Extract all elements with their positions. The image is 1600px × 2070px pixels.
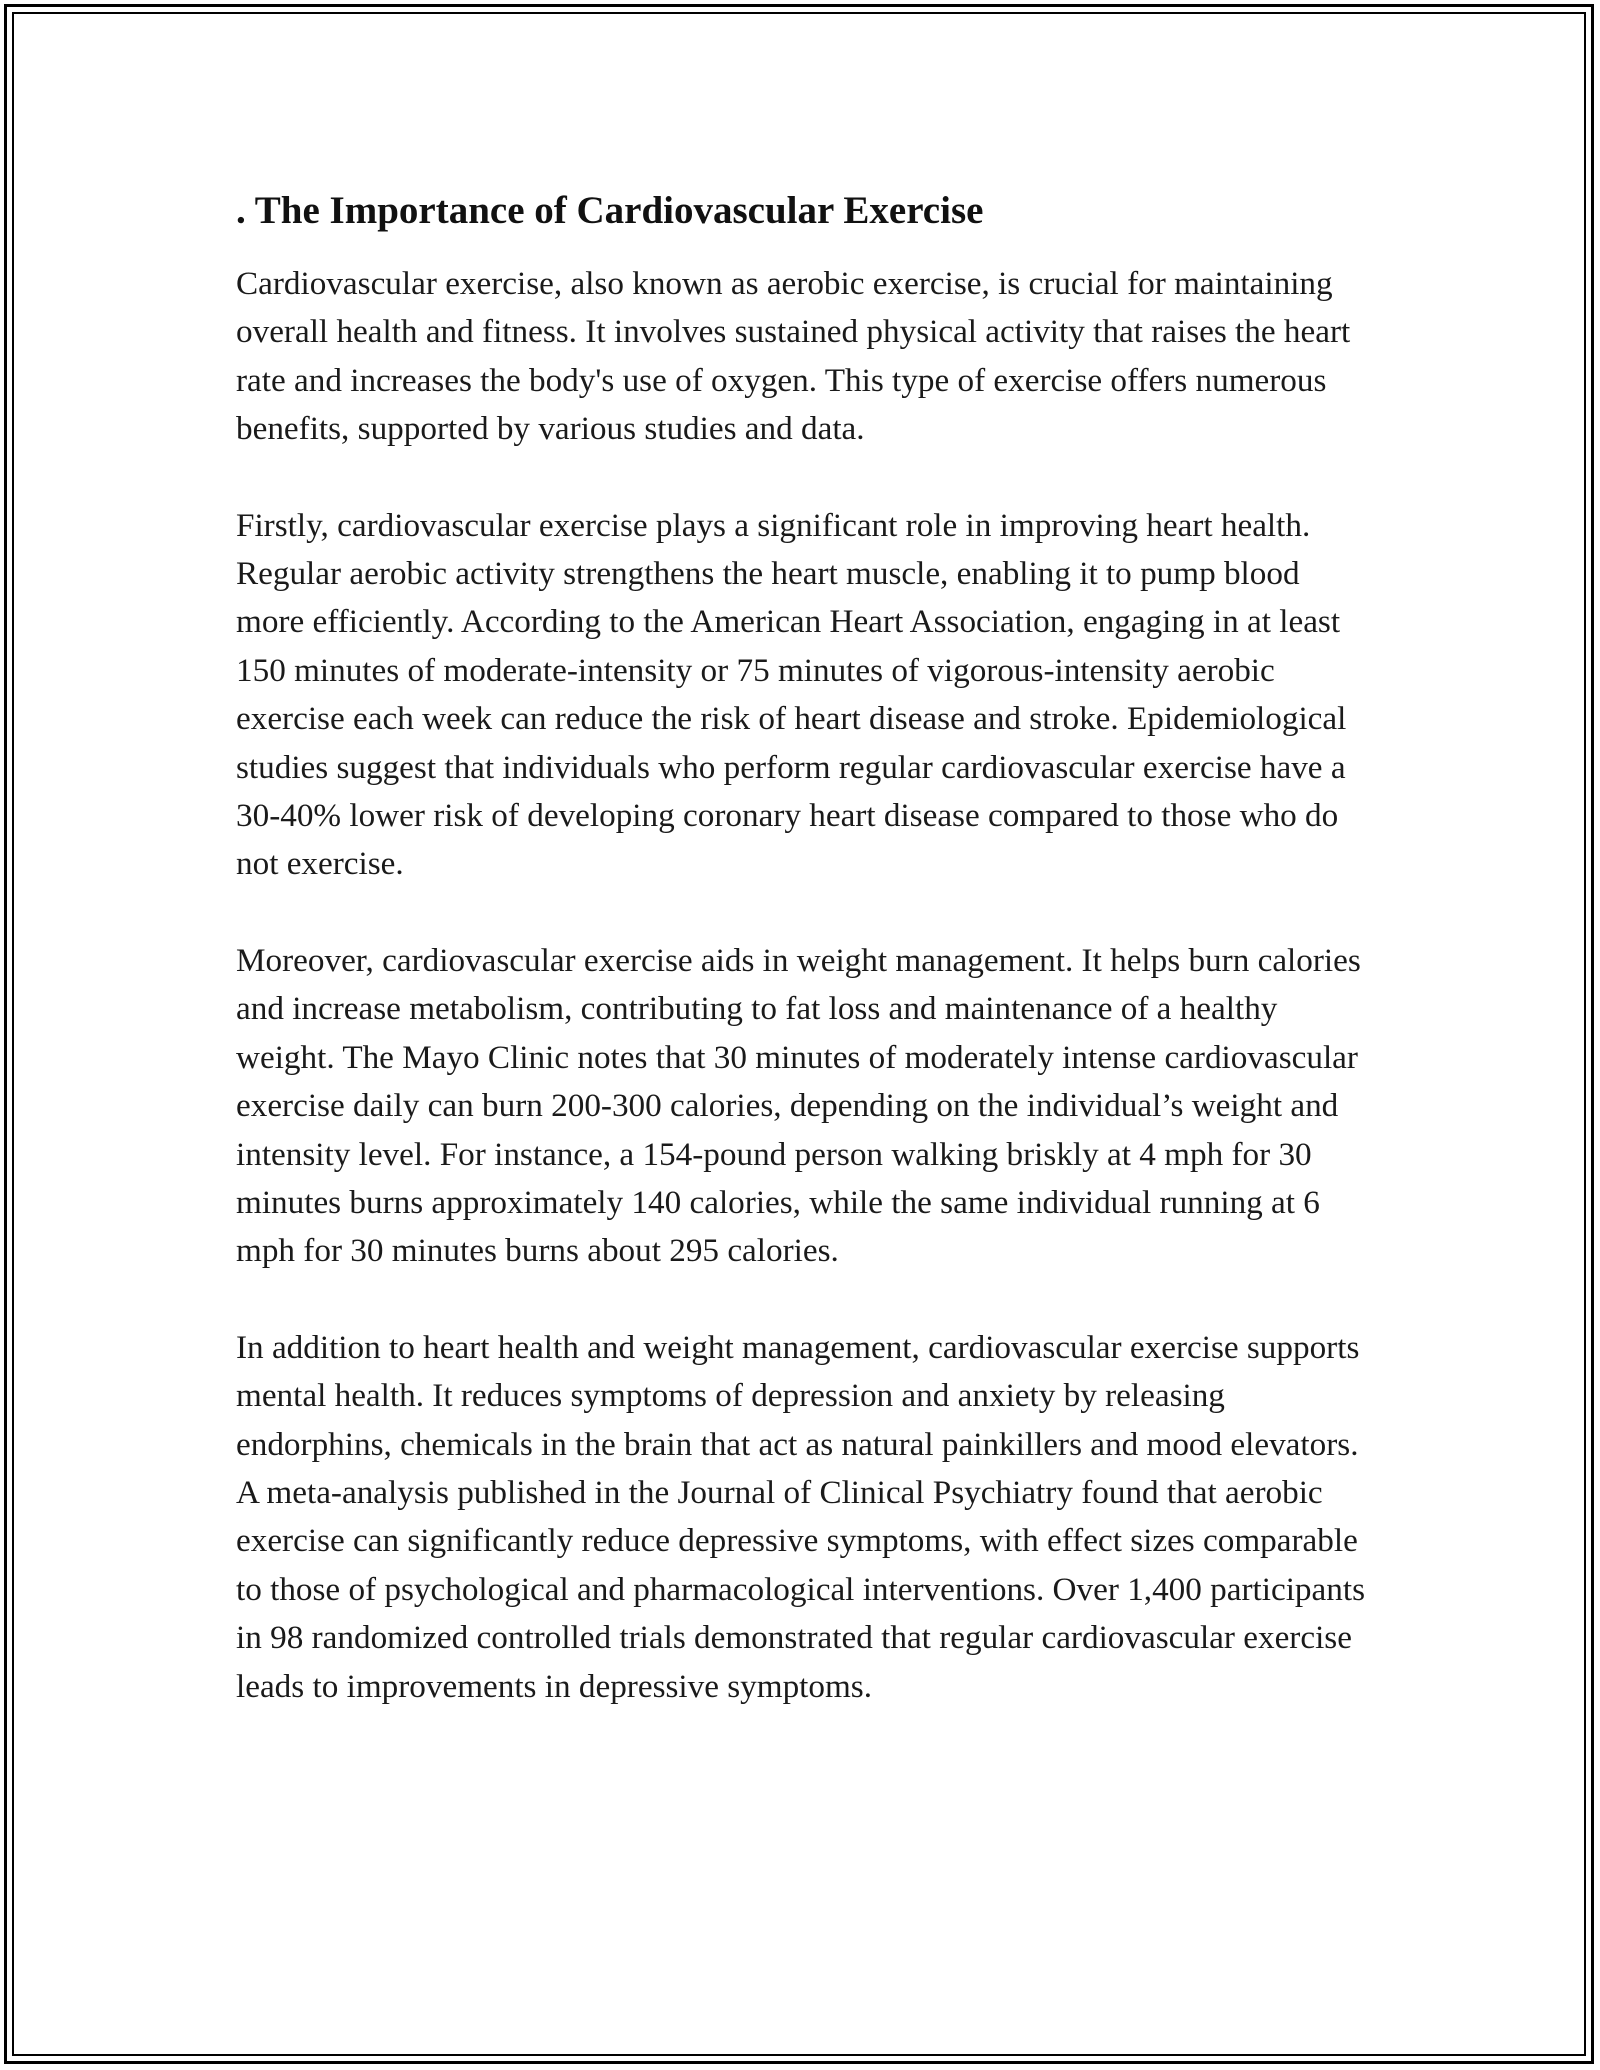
paragraph-weight-management: Moreover, cardiovascular exercise aids in weight management. It helps burn calories and increase metabolism, contributing to fat loss and maintenance of a healthy weight. The Mayo Clinic notes that 30 minutes of moderately intense cardiovascular exercise daily can burn 200-300 calories, depending on the individual’s weight and intensity level. For instance, a 154-pound person walking briskly at 4 mph for 30 minutes burns approximately 140 calories, while the same individual running at 6 mph for 30 minutes burns about 295 calories. — [236, 941, 1361, 1270]
document-body — [236, 186, 1376, 1711]
section-heading: . The Importance of Cardiovascular Exercise — [236, 189, 984, 232]
paragraph-mental-health: In addition to heart health and weight management, cardiovascular exercise supports mental health. It reduces symptoms of depression and anxiety by releasing endorphins, chemicals in the brain that act as natural painkillers and mood elevators. A meta-analysis published in the Journal of Clinical Psychiatry found that aerobic exercise can significantly reduce depressive symptoms, with effect sizes comparable to those of psychological and pharmacological interventions. Over 1,400 participants in 98 randomized controlled trials demonstrated that regular cardiovascular exercise leads to improvements in depressive symptoms. — [236, 1328, 1365, 1705]
paragraph-intro: Cardiovascular exercise, also known as aerobic exercise, is crucial for maintaining overall health and fitness. It involves sustained physical activity that raises the heart rate and increases the body's use of oxygen. This type of exercise offers numerous benefits, supported by various studies and data. — [236, 265, 1351, 448]
paragraph-heart-health: Firstly, cardiovascular exercise plays a significant role in improving heart health. Regular aerobic activity strengthens the heart muscle, enabling it to pump blood more efficiently. According to the American Heart Association, engaging in at least 150 minutes of moderate-intensity or 75 minutes of vigorous-intensity aerobic exercise each week can reduce the risk of heart disease and stroke. Epidemiological studies suggest that individuals who perform regular cardiovascular exercise have a 30-40% lower risk of developing coronary heart disease compared to those who do not exercise. — [236, 506, 1347, 883]
